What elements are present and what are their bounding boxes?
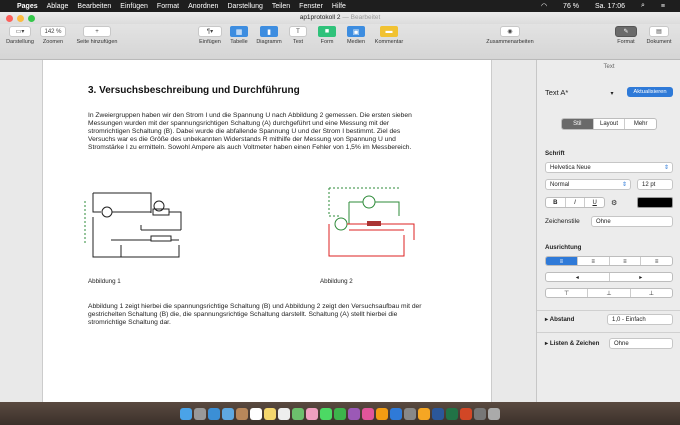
siri-icon[interactable] [348, 408, 360, 420]
zoom-button[interactable] [28, 15, 35, 22]
menu-app[interactable]: Pages [17, 2, 38, 10]
menu-bar [0, 0, 680, 12]
text-color-well[interactable] [637, 197, 673, 208]
wifi-icon[interactable]: ◠ [540, 3, 548, 10]
comment-icon: ▬ [380, 26, 398, 37]
section-heading[interactable]: 3. Versuchsbeschreibung und Durchführung [88, 85, 300, 96]
safari-icon[interactable] [208, 408, 220, 420]
align-right-icon[interactable]: ≡ [610, 257, 642, 265]
chevron-updown-icon: ⇕ [663, 165, 669, 171]
underline-button[interactable]: U [592, 200, 597, 206]
document-icon: ▤ [649, 26, 669, 37]
font-size-field[interactable]: 12 pt [637, 179, 673, 190]
font-style-select[interactable]: Normal ⇕ [545, 179, 631, 190]
chevron-updown-icon: ⇕ [621, 182, 627, 188]
word-icon[interactable] [432, 408, 444, 420]
align-left-icon[interactable]: ≡ [546, 257, 578, 265]
lists-select[interactable]: Ohne [609, 338, 673, 349]
valign-middle-icon[interactable]: ⊥ [588, 289, 630, 297]
tab-layout[interactable]: Layout [594, 119, 626, 129]
paragraph-style-popup[interactable]: Text A* ▾ [545, 88, 614, 97]
menu-darstellung[interactable]: Darstellung [227, 2, 263, 10]
zoom-control[interactable]: 142 % Zoomen [38, 26, 68, 45]
reminders-icon[interactable] [278, 408, 290, 420]
shape-icon: ■ [318, 26, 336, 37]
close-button[interactable] [6, 15, 13, 22]
text-format-buttons [545, 197, 605, 208]
title-bar [0, 12, 680, 24]
menu-bearbeiten[interactable]: Bearbeiten [77, 2, 112, 10]
tab-mehr[interactable]: Mehr [633, 121, 648, 127]
indent-icon[interactable]: ▸ [639, 275, 643, 281]
text-icon: T [289, 26, 307, 37]
mail-icon[interactable] [222, 408, 234, 420]
window-title: ap1protokoll 2 [299, 14, 341, 21]
dock [0, 402, 680, 425]
calendar-icon[interactable] [250, 408, 262, 420]
lists-disclosure[interactable]: ▸ Listen & Zeichen [545, 340, 600, 347]
menu-einfuegen[interactable]: Einfügen [120, 2, 148, 10]
bold-button[interactable]: B [546, 198, 566, 207]
menu-format[interactable]: Format [156, 2, 180, 10]
comment-button[interactable]: ▬ Kommentar [374, 28, 404, 45]
update-button[interactable]: Aktualisieren [627, 87, 673, 97]
circuit-diagram-2[interactable] [319, 180, 429, 260]
preferences-icon[interactable] [404, 408, 416, 420]
document-page[interactable] [42, 60, 492, 402]
indent-buttons [545, 272, 673, 282]
spacing-disclosure[interactable]: ▸ Abstand [545, 316, 575, 323]
view-button[interactable]: ▭▾ Darstellung [6, 26, 34, 45]
minimize-button[interactable] [17, 15, 24, 22]
format-button[interactable]: ✎ Format [614, 26, 638, 45]
brush-icon: ✎ [615, 26, 637, 37]
resistor-r [367, 221, 381, 226]
pages-icon[interactable] [418, 408, 430, 420]
zoom-value: 142 % [40, 26, 66, 37]
plus-icon: + [83, 26, 111, 37]
char-styles-label: Zeichenstile [545, 218, 580, 225]
chart-button[interactable]: ▮ Diagramm [254, 26, 284, 45]
table-icon: ▦ [230, 26, 248, 37]
window-status: — Bearbeitet [342, 14, 381, 21]
finder-icon[interactable] [180, 408, 192, 420]
tab-stil[interactable]: Stil [562, 119, 594, 129]
valign-top-icon[interactable]: ⊤ [546, 289, 588, 297]
chevron-down-icon: ▾ [610, 91, 614, 97]
char-styles-select[interactable]: Ohne [591, 216, 673, 227]
gear-icon[interactable]: ⚙ [611, 200, 618, 207]
paragraph-1[interactable]: In Zweiergruppen haben wir den Strom I und die Spannung U nach Abbildung 2 gemessen. Die ersten sieben Messungen wurden mit der spannungsrichtigen Schaltung (A) durchgeführt und eine Messung mit der stromrichtigen Schaltung (B). Dabei wurde die abfallende Spannung U und der Strom I bestimmt. Ziel des Versuchs war es die Größe des unbekannten Widerstands R mithilfe der Messung von Spannung U und Stromstärke I zu ermitteln. Sowohl Ampere als auch Voltmeter haben einen Fehler von 1,5% im Messbereich. [88, 112, 412, 151]
menu-anordnen[interactable]: Anordnen [188, 2, 219, 10]
align-center-icon[interactable]: ≡ [578, 257, 610, 265]
disclosure-icon: ▸ [545, 340, 549, 347]
font-family-select[interactable]: Helvetica Neue ⇕ [545, 162, 673, 173]
document-button[interactable]: ▤ Dokument [644, 26, 674, 45]
menu-ablage[interactable]: Ablage [46, 2, 69, 10]
notes-icon[interactable] [264, 408, 276, 420]
facetime-icon[interactable] [334, 408, 346, 420]
menu-fenster[interactable]: Fenster [299, 2, 323, 10]
menu-hilfe[interactable]: Hilfe [331, 2, 346, 10]
toolbar [0, 24, 680, 60]
pages-window [0, 12, 680, 402]
outdent-icon[interactable]: ◂ [546, 273, 610, 281]
paragraph-icon: ¶▾ [198, 26, 222, 37]
valign-bottom-icon[interactable]: ⊥ [648, 291, 654, 297]
document-canvas [0, 60, 536, 402]
collaborate-button[interactable]: ◉ Zusammenarbeiten [482, 26, 538, 45]
media-icon: ▣ [347, 26, 365, 37]
align-justify-icon[interactable]: ≡ [654, 259, 659, 265]
photos-icon[interactable] [306, 408, 318, 420]
contacts-icon[interactable] [236, 408, 248, 420]
trash-icon[interactable] [488, 408, 500, 420]
maps-icon[interactable] [292, 408, 304, 420]
media-button[interactable]: ▣ Medien [344, 26, 368, 45]
circuit-diagram-1[interactable] [81, 185, 191, 260]
sidebar-icon: ▭▾ [9, 26, 31, 37]
ibooks-icon[interactable] [376, 408, 388, 420]
appstore-icon[interactable] [390, 408, 402, 420]
menu-teilen[interactable]: Teilen [271, 2, 291, 10]
menu-list-icon[interactable]: ≡ [660, 2, 665, 10]
shape-button[interactable]: ■ Form [316, 26, 338, 45]
table-button[interactable]: ▦ Tabelle [227, 26, 251, 45]
chart-icon: ▮ [260, 26, 278, 37]
caption-figure-1[interactable]: Abbildung 1 [88, 278, 121, 285]
font-section-label: Schrift [545, 150, 565, 157]
disclosure-icon: ▸ [545, 316, 549, 323]
vertical-align-buttons [545, 288, 673, 298]
alignment-label: Ausrichtung [545, 244, 582, 251]
format-sidebar [536, 60, 680, 402]
text-button[interactable]: T Text [288, 26, 308, 45]
spacing-select[interactable]: 1,0 - Einfach [607, 314, 673, 325]
downloads-icon[interactable] [474, 408, 486, 420]
excel-icon[interactable] [446, 408, 458, 420]
caption-figure-2[interactable]: Abbildung 2 [320, 278, 353, 285]
battery-status[interactable]: 76 % [563, 2, 580, 10]
add-page-button[interactable]: + Seite hinzufügen [72, 26, 122, 45]
powerpoint-icon[interactable] [460, 408, 472, 420]
insert-button[interactable]: ¶▾ Einfügen [196, 26, 224, 45]
itunes-icon[interactable] [362, 408, 374, 420]
italic-button[interactable]: I [566, 198, 586, 207]
search-icon[interactable]: ⌕ [640, 2, 645, 9]
launchpad-icon[interactable] [194, 408, 206, 420]
sidebar-title: Text [603, 64, 615, 70]
messages-icon[interactable] [320, 408, 332, 420]
clock[interactable]: Sa. 17:06 [595, 2, 625, 10]
paragraph-2[interactable]: Abbildung 1 zeigt hierbei die spannungsrichtige Schaltung (B) und Abbildung 2 zeigt den Versuchsaufbau mit der gestrichelten Schaltung (B) die, die spannungsrichtige Schaltung darstellt. Schaltung (A) stellt hierbei die stromrichtige Schaltung dar. [88, 303, 422, 326]
sidebar-tabs [561, 118, 657, 130]
alignment-buttons [545, 256, 673, 266]
collaborate-icon: ◉ [500, 26, 520, 37]
